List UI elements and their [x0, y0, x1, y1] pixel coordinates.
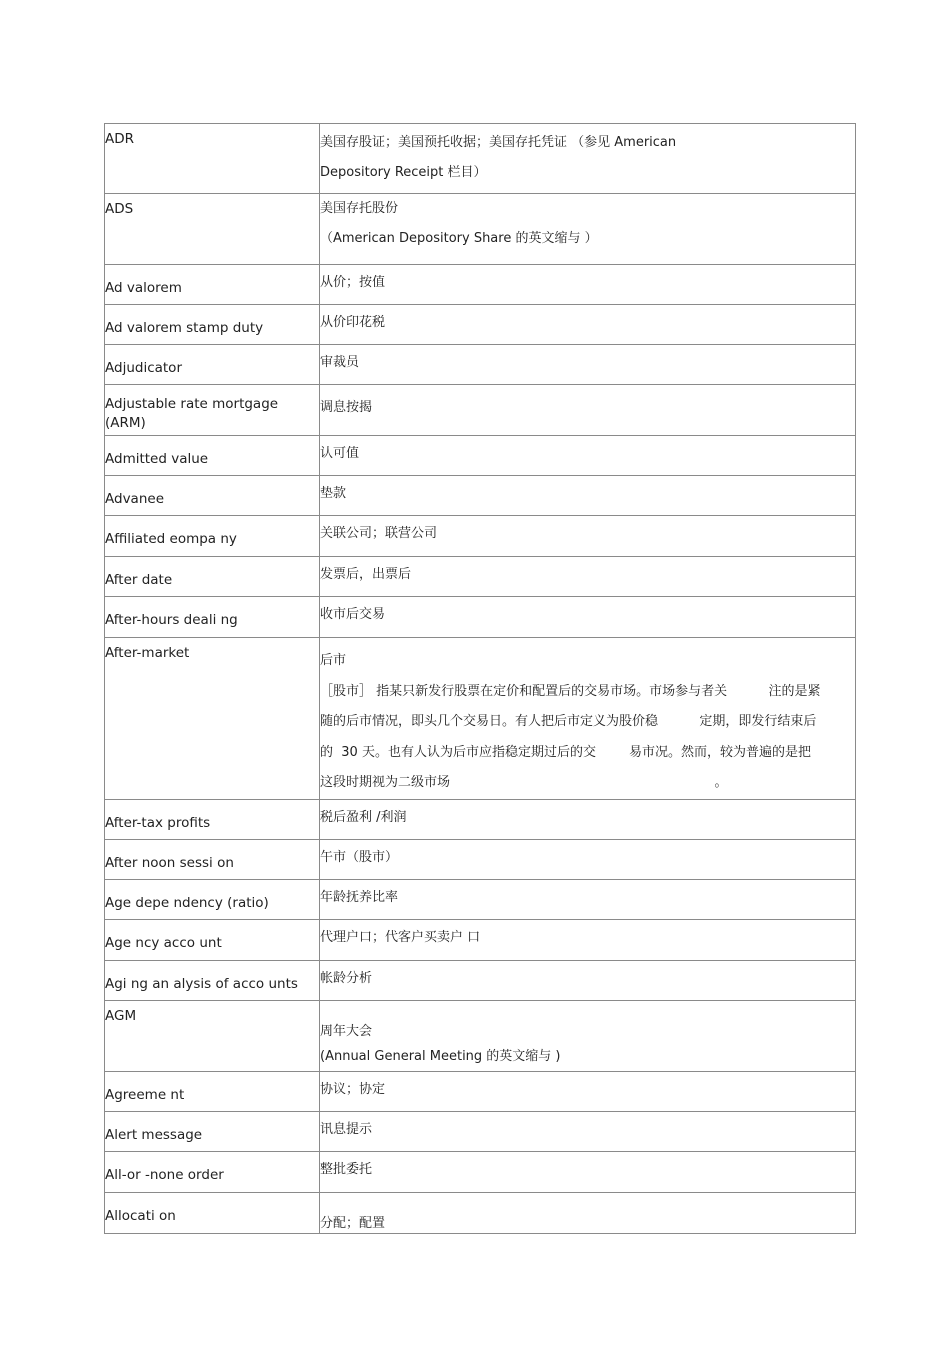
- definition-line: 整批委托: [320, 1161, 373, 1177]
- definition-cell: [320, 879, 856, 919]
- definition-line: 关联公司；联营公司: [320, 526, 438, 541]
- definition-cell: [320, 345, 856, 385]
- definition-line: 从价；按值: [320, 275, 386, 290]
- definition-cell: [320, 960, 856, 1000]
- definition-line: 调息按揭: [320, 400, 373, 415]
- definition-line: 午市（股市）: [320, 849, 399, 865]
- definition-cell: [320, 124, 856, 194]
- table-row: [105, 597, 856, 638]
- definition-line: 税后盈利 /利润: [320, 809, 407, 825]
- definition-cell: [320, 1071, 856, 1111]
- definition-cell: [320, 476, 856, 516]
- term-cell: Agi ng an alysis of acco unts: [105, 960, 320, 1000]
- definition-cell: [320, 1192, 856, 1233]
- term-cell: Age ncy acco unt: [105, 919, 320, 960]
- definition-line: 这段时期视为二级市场 。: [320, 775, 728, 790]
- definition-line: ［股市］ 指某只新发行股票在定价和配置后的交易市场。市场参与者关 注的是紧: [320, 683, 821, 699]
- definition-cell: [320, 839, 856, 879]
- definition-cell: [320, 385, 856, 436]
- term-cell: Allocati on: [105, 1192, 320, 1233]
- term-cell: Admitted value: [105, 436, 320, 476]
- definition-line: 发票后，出票后: [320, 567, 412, 582]
- table-row: [105, 1000, 856, 1071]
- table-row: [105, 1111, 856, 1151]
- term-cell: Agreeme nt: [105, 1071, 320, 1111]
- glossary-table: [104, 123, 856, 1234]
- table-row: [105, 194, 856, 265]
- definition-cell: [320, 436, 856, 476]
- term-cell: ADS: [105, 194, 320, 265]
- definition-line: 讯息提示: [320, 1121, 373, 1137]
- table-row: [105, 124, 856, 194]
- term-cell: After noon sessi on: [105, 839, 320, 879]
- table-row: [105, 1071, 856, 1111]
- definition-cell: [320, 919, 856, 960]
- definition-cell: [320, 194, 856, 265]
- definition-cell: [320, 265, 856, 305]
- table-row: [105, 345, 856, 385]
- table-row: [105, 557, 856, 597]
- definition-cell: [320, 1151, 856, 1192]
- term-cell: After date: [105, 557, 320, 597]
- table-row: [105, 305, 856, 345]
- definition-cell: [320, 1111, 856, 1151]
- table-row: [105, 960, 856, 1000]
- definition-line: 帐龄分析: [320, 970, 373, 986]
- definition-line: （American Depository Share 的英文缩与 ）: [320, 231, 598, 246]
- table-row: [105, 1151, 856, 1192]
- definition-line: 从价印花税: [320, 315, 386, 330]
- definition-cell: [320, 516, 856, 557]
- definition-line: 审裁员: [320, 355, 360, 370]
- term-cell: Adjudicator: [105, 345, 320, 385]
- table-row: [105, 436, 856, 476]
- definition-line: 周年大会: [320, 1023, 373, 1039]
- definition-line: 的 30 天。也有人认为后市应指稳定期过后的交 易市况。然而，较为普遍的是把: [320, 744, 811, 760]
- term-cell: Ad valorem stamp duty: [105, 305, 320, 345]
- definition-cell: [320, 597, 856, 638]
- definition-line: 协议；协定: [320, 1081, 386, 1097]
- term-cell: All-or -none order: [105, 1151, 320, 1192]
- table-row: [105, 839, 856, 879]
- term-cell: Adjustable rate mortgage (ARM): [105, 385, 320, 436]
- term-cell: After-tax profits: [105, 799, 320, 839]
- definition-line: 美国存股证；美国预托收据；美国存托凭证 （参见 American: [320, 135, 677, 150]
- definition-cell: [320, 305, 856, 345]
- definition-line: 后市: [320, 653, 347, 668]
- table-row: [105, 919, 856, 960]
- table-row: [105, 516, 856, 557]
- term-cell: After-hours deali ng: [105, 597, 320, 638]
- term-cell: Alert message: [105, 1111, 320, 1151]
- table-row: [105, 476, 856, 516]
- term-cell: Affiliated eompa ny: [105, 516, 320, 557]
- definition-line: 收市后交易: [320, 607, 386, 622]
- term-cell: Age depe ndency (ratio): [105, 879, 320, 919]
- definition-cell: [320, 1000, 856, 1071]
- table-row: [105, 385, 856, 436]
- definition-line: 美国存托股份: [320, 201, 399, 216]
- term-cell: ADR: [105, 124, 320, 194]
- definition-cell: [320, 799, 856, 839]
- definition-line: 认可值: [320, 446, 360, 461]
- definition-line: (Annual General Meeting 的英文缩与 ): [320, 1048, 561, 1064]
- term-cell: AGM: [105, 1000, 320, 1071]
- definition-line: 代理户口；代客户买卖户 口: [320, 929, 481, 945]
- definition-line: Depository Receipt 栏目）: [320, 165, 487, 180]
- table-row: [105, 265, 856, 305]
- term-cell: Ad valorem: [105, 265, 320, 305]
- table-row: [105, 879, 856, 919]
- table-row: [105, 1192, 856, 1233]
- definition-line: 年龄抚养比率: [320, 889, 399, 905]
- term-cell: After-market: [105, 638, 320, 800]
- definition-cell: [320, 638, 856, 800]
- term-cell: Advanee: [105, 476, 320, 516]
- definition-line: 分配；配置: [320, 1215, 386, 1231]
- definition-line: 随的后市情况，即头几个交易日。有人把后市定义为股价稳 定期，即发行结束后: [320, 714, 817, 729]
- table-row: [105, 638, 856, 800]
- table-row: [105, 799, 856, 839]
- definition-line: 垫款: [320, 486, 347, 501]
- definition-cell: [320, 557, 856, 597]
